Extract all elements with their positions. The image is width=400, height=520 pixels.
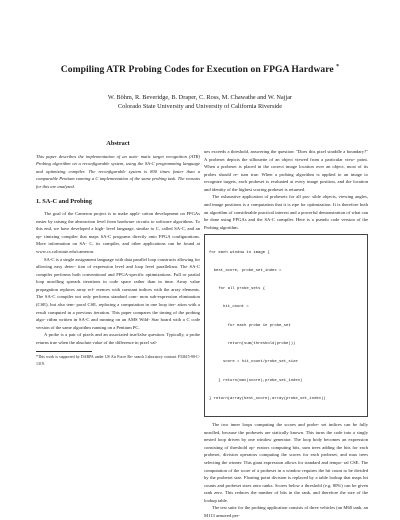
- right-column: [204, 148, 368, 520]
- body-paragraph: The exhaustive application of probesets for all pos- sible objects, viewing angles, and image positions is a computation that it is ripe for optimization. It is therefore both an algorithm of considerable practical interest and a powerful demonstration of what can be done using FPGAs and the SA-C compiler. Here is a pseudo code version of the Probing algorithm.: [204, 194, 369, 230]
- abstract-text: This paper describes the implementation of an auto- matic target recognition (ATR) Probing algorithm on a reconfigurable system, using the SA-C programming language and optimizing compiler. The reconfigurable system is 800 times faster than a comparable Pentium running a C implementation of the same probing task. The reasons for this are analyzed.: [36, 153, 201, 189]
- code-line: for each window in image {: [209, 250, 270, 255]
- body-paragraph: The test suite for the probing application consists of three vehicles (an M60 tank, an M113 armored per-: [204, 505, 368, 519]
- body-paragraph: The two inner loops computing the scores and probe- set indices can be fully unrolled, because the probesets are statically known. This turns the code into a singly nested loop driven by one window generator. The loop body becomes an expression consisting of threshold op- erators computing bits, sum trees adding the bits for each probeset, division operators computing the scores for each probeset, and max trees selecting the winner. This giant expression allows for standard and tempo- ral CSE. The computation of the score of a probeset in a window requires the hit count to be divided by the probeset size. Floating point division is replaced by a table lookup that maps hit counts and probeset sizes onto ranks. Scores below a threshold (e.g. 80%) can be given rank zero. This reduces the number of bits in the rank, and therefore the size of the lookup table.: [204, 422, 369, 503]
- body-paragraph: A probe is a pair of pixels and an associated true/false question. Typically, a probe returns true when the absolute value of the difference in pixel val-: [36, 332, 200, 345]
- body-paragraph: ues exceeds a threshold, answering the question: "Does this pixel straddle a boundary?" A probeset depicts the silhouette of an object viewed from a particular view- point. When a probeset is placed in the correct image location over an object, most of its probes should re- turn true. When a probing algorithm is applied to an image to recognize targets, each probeset is evaluated at every image position, and the location and identity of the highest scoring probeset is returned.: [204, 149, 369, 192]
- footnote-rule: [36, 351, 92, 352]
- author-block: [0, 94, 400, 111]
- body-paragraph: SA-C is a single assignment language with data parallel loop constructs allowing for allowing easy detec- tion of expression level and loop level parallelism. The SA-C compiler performs both conventional and FPGA-specific optimizations. Full or partial loop unrolling spreads iterations in code space rather than in time. Array value propagation replaces array ref- erences with constant indices with the array elements. The SA-C compiler not only performs standard com- mon sub-expression elimination (CSE), but also tem- poral CSE, replacing a computation in one loop iter- ation with a result computed in a previous iteration. This paper compares the timing of the probing algo- rithm written in SA-C and running on an AMS Wild- Star board with a C code version of the same algorithm running on a Pentium PC.: [36, 256, 201, 330]
- code-line: for all probe_sets {: [209, 287, 266, 292]
- pseudo-code-block: [204, 234, 368, 417]
- abstract-heading: Abstract: [106, 140, 130, 147]
- code-line: } return(max(score),probe_set_index): [209, 378, 303, 383]
- paper-title-text: Compiling ATR Probing Codes for Execution on FPGA Hardware: [60, 64, 334, 76]
- code-line: score = hit_count/probe_set_size: [209, 360, 298, 365]
- paper-title: [0, 64, 400, 75]
- code-line: return(sum(threshold(probe))): [209, 341, 296, 346]
- affiliation: Colorado State University and University of California Riverside: [117, 102, 283, 110]
- code-line: best_score, probe_set_index =: [209, 268, 282, 273]
- footnote: *This work is supported by DARPA under US Air Force Re- search Laboratory contract F33615-98-C-1319.: [36, 355, 200, 366]
- body-paragraph: The goal of the Cameron project is to make appli- cation development on FPGAs easier by raising the abstraction level from hardware circuits to software algorithms. To this end, we have developed a high- level language, similar to C, called SA-C, and an op- timizing compiler that maps SA-C programs directly onto FPGA configurations. More information on SA- C, its compiler, and other applications can be found at www.cs.colostate.edu/cameron.: [36, 211, 201, 254]
- code-line: } return(array(best_score),array(probe_set_index)): [209, 396, 326, 401]
- code-line: hit_count =: [209, 305, 249, 310]
- left-column: [36, 140, 200, 367]
- title-footnote-mark: *: [336, 64, 340, 70]
- code-line: for each probe in probe_set: [209, 323, 291, 328]
- section-heading: 1. SA-C and Probing: [36, 198, 92, 206]
- author-list: W. Böhm, R. Beveridge, B. Draper, C. Ross, M. Chawathe and W. Najjar: [107, 94, 293, 101]
